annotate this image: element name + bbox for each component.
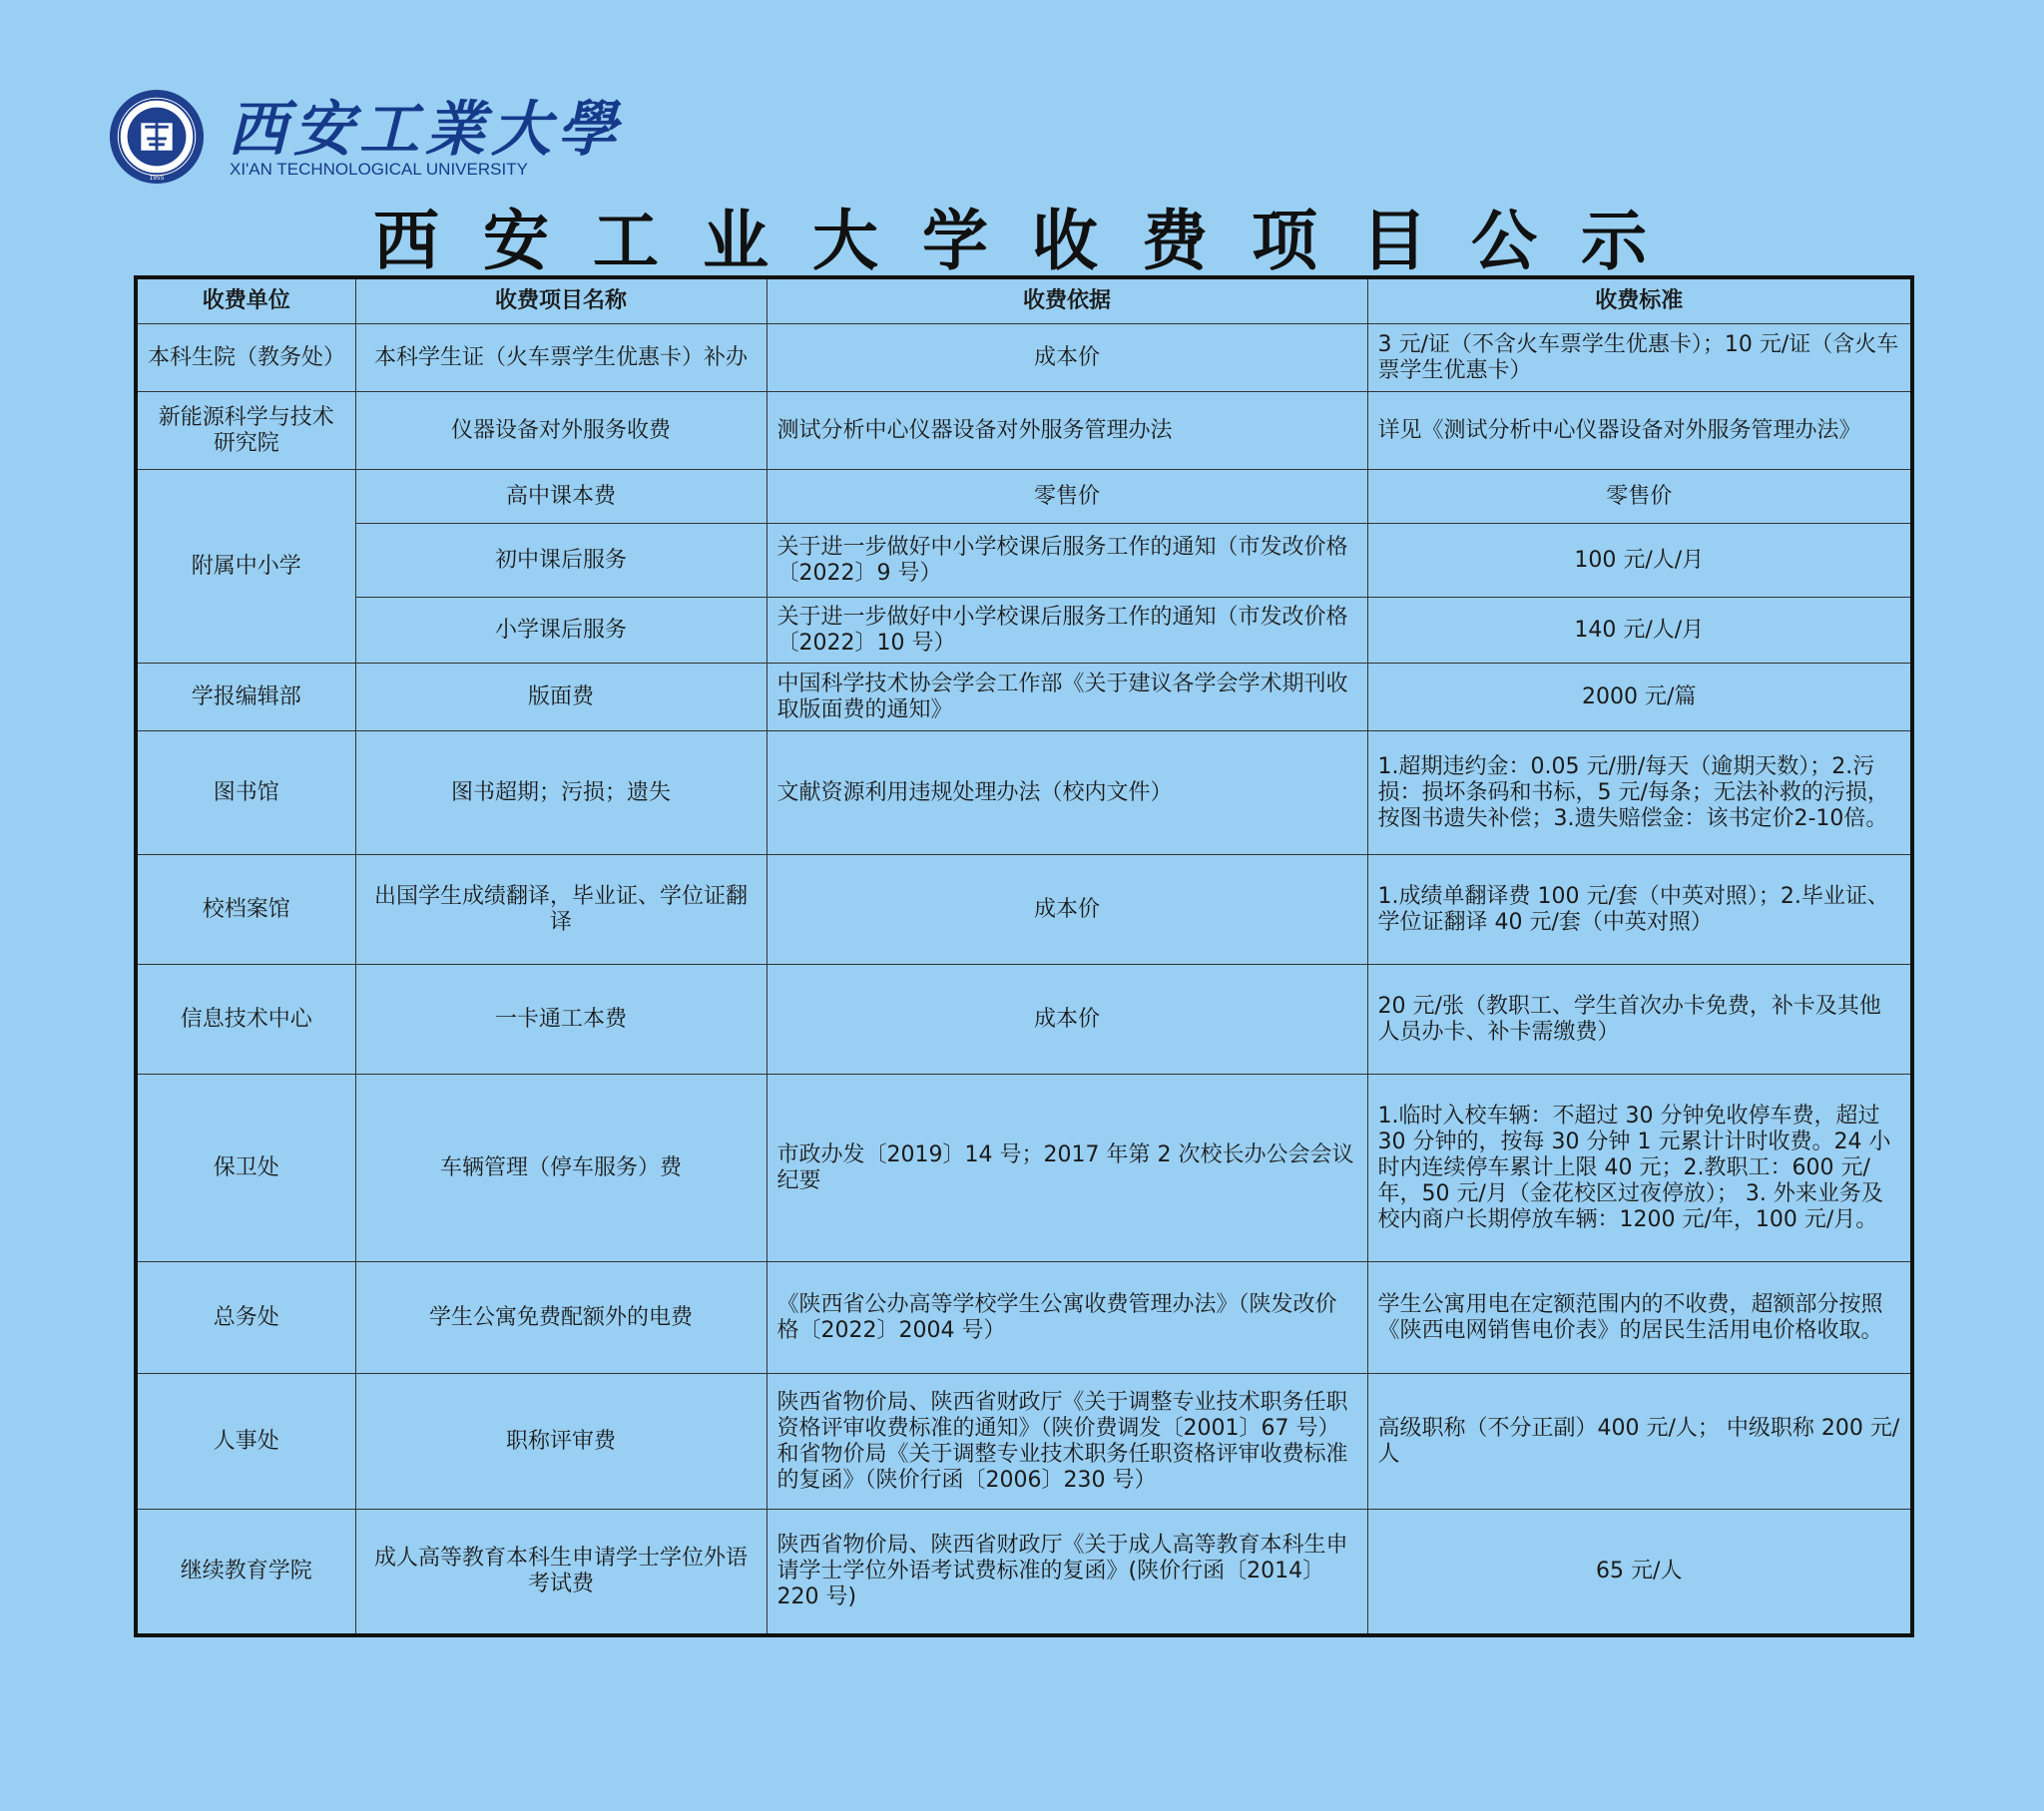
cell-item: 仪器设备对外服务收费 [355, 392, 766, 470]
cell-item: 初中课后服务 [355, 524, 766, 598]
cell-standard: 学生公寓用电在定额范围内的不收费，超额部分按照《陕西电网销售电价表》的居民生活用电价格收取。 [1367, 1262, 1912, 1374]
table-row [136, 664, 1912, 731]
cell-standard: 高级职称（不分正副）400 元/人； 中级职称 200 元/人 [1367, 1374, 1912, 1510]
cell-item: 车辆管理（停车服务）费 [355, 1075, 766, 1262]
table-row [136, 731, 1912, 855]
cell-standard: 详见《测试分析中心仪器设备对外服务管理办法》 [1367, 392, 1912, 470]
cell-basis: 市政办发〔2019〕14 号；2017 年第 2 次校长办公会会议纪要 [766, 1075, 1367, 1262]
cell-unit: 保卫处 [136, 1075, 355, 1262]
cell-unit: 校档案馆 [136, 855, 355, 965]
cell-basis: 零售价 [766, 470, 1367, 524]
cell-basis: 陕西省物价局、陕西省财政厅《关于调整专业技术职务任职资格评审收费标准的通知》（陕价费调发〔2001〕67 号）和省物价局《关于调整专业技术职务任职资格评审收费标准的复函》（陕价行函〔2006〕230 号） [766, 1374, 1367, 1510]
cell-basis: 关于进一步做好中小学校课后服务工作的通知（市发改价格〔2022〕9 号） [766, 524, 1367, 598]
cell-basis: 《陕西省公办高等学校学生公寓收费管理办法》（陕发改价格〔2022〕2004 号） [766, 1262, 1367, 1374]
cell-standard: 3 元/证（不含火车票学生优惠卡）；10 元/证（含火车票学生优惠卡） [1367, 324, 1912, 392]
cell-standard: 1.超期违约金：0.05 元/册/每天（逾期天数）；2.污损：损坏条码和书标，5 元/每条；无法补救的污损，按图书遗失补偿；3.遗失赔偿金：该书定价2-10倍。 [1367, 731, 1912, 855]
cell-unit: 总务处 [136, 1262, 355, 1374]
cell-item: 高中课本费 [355, 470, 766, 524]
cell-basis: 测试分析中心仪器设备对外服务管理办法 [766, 392, 1367, 470]
cell-standard: 20 元/张（教职工、学生首次办卡免费，补卡及其他人员办卡、补卡需缴费） [1367, 965, 1912, 1075]
cell-item: 成人高等教育本科生申请学士学位外语考试费 [355, 1510, 766, 1635]
cell-basis: 成本价 [766, 324, 1367, 392]
cell-basis: 文献资源利用违规处理办法（校内文件） [766, 731, 1367, 855]
university-name-cn: 西安工業大學 [228, 95, 623, 165]
table-row [136, 855, 1912, 965]
cell-unit: 信息技术中心 [136, 965, 355, 1075]
table-header-row [136, 277, 1912, 324]
cell-unit: 学报编辑部 [136, 664, 355, 731]
cell-unit: 继续教育学院 [136, 1510, 355, 1635]
cell-item: 职称评审费 [355, 1374, 766, 1510]
table-row [136, 392, 1912, 470]
cell-unit: 本科生院（教务处） [136, 324, 355, 392]
cell-item: 小学课后服务 [355, 598, 766, 664]
table-row [136, 1510, 1912, 1635]
cell-unit: 新能源科学与技术研究院 [136, 392, 355, 470]
cell-item: 出国学生成绩翻译，毕业证、学位证翻译 [355, 855, 766, 965]
table-row [136, 1075, 1912, 1262]
table-row [136, 324, 1912, 392]
cell-unit: 人事处 [136, 1374, 355, 1510]
cell-standard: 100 元/人/月 [1367, 524, 1912, 598]
university-emblem-icon [108, 88, 206, 186]
cell-standard: 2000 元/篇 [1367, 664, 1912, 731]
page-title: 西安工业大学收费项目公示 [373, 203, 1691, 279]
emblem-year: 1955 [149, 176, 165, 183]
cell-unit: 附属中小学 [136, 470, 355, 664]
cell-item: 学生公寓免费配额外的电费 [355, 1262, 766, 1374]
cell-standard: 零售价 [1367, 470, 1912, 524]
cell-item: 图书超期；污损；遗失 [355, 731, 766, 855]
cell-item: 版面费 [355, 664, 766, 731]
table-row [136, 965, 1912, 1075]
cell-standard: 65 元/人 [1367, 1510, 1912, 1635]
header-item: 收费项目名称 [355, 277, 766, 324]
cell-standard: 1.成绩单翻译费 100 元/套（中英对照）；2.毕业证、学位证翻译 40 元/套（中英对照） [1367, 855, 1912, 965]
cell-standard: 1.临时入校车辆：不超过 30 分钟免收停车费，超过 30 分钟的，按每 30 分钟 1 元累计计时收费。24 小时内连续停车累计上限 40 元；2.教职工：600 元/年，50 元/月（金花校区过夜停放）； 3. 外来业务及校内商户长期停放车辆：1200 元/年，100 元/月。 [1367, 1075, 1912, 1262]
header-basis: 收费依据 [766, 277, 1367, 324]
table-row [136, 598, 1912, 664]
header-unit: 收费单位 [136, 277, 355, 324]
cell-item: 本科学生证（火车票学生优惠卡）补办 [355, 324, 766, 392]
university-header [108, 88, 623, 188]
university-name-en: XI'AN TECHNOLOGICAL UNIVERSITY [230, 160, 528, 179]
cell-basis: 中国科学技术协会学会工作部《关于建议各学会学术期刊收取版面费的通知》 [766, 664, 1367, 731]
table-row [136, 524, 1912, 598]
cell-basis: 陕西省物价局、陕西省财政厅《关于成人高等教育本科生申请学士学位外语考试费标准的复函》(陕价行函〔2014〕220 号) [766, 1510, 1367, 1635]
fee-table [134, 275, 1914, 1637]
cell-item: 一卡通工本费 [355, 965, 766, 1075]
table-row [136, 1262, 1912, 1374]
cell-unit: 图书馆 [136, 731, 355, 855]
cell-standard: 140 元/人/月 [1367, 598, 1912, 664]
cell-basis: 成本价 [766, 965, 1367, 1075]
header-standard: 收费标准 [1367, 277, 1912, 324]
table-row [136, 1374, 1912, 1510]
cell-basis: 关于进一步做好中小学校课后服务工作的通知（市发改价格〔2022〕10 号） [766, 598, 1367, 664]
table-row [136, 470, 1912, 524]
cell-basis: 成本价 [766, 855, 1367, 965]
